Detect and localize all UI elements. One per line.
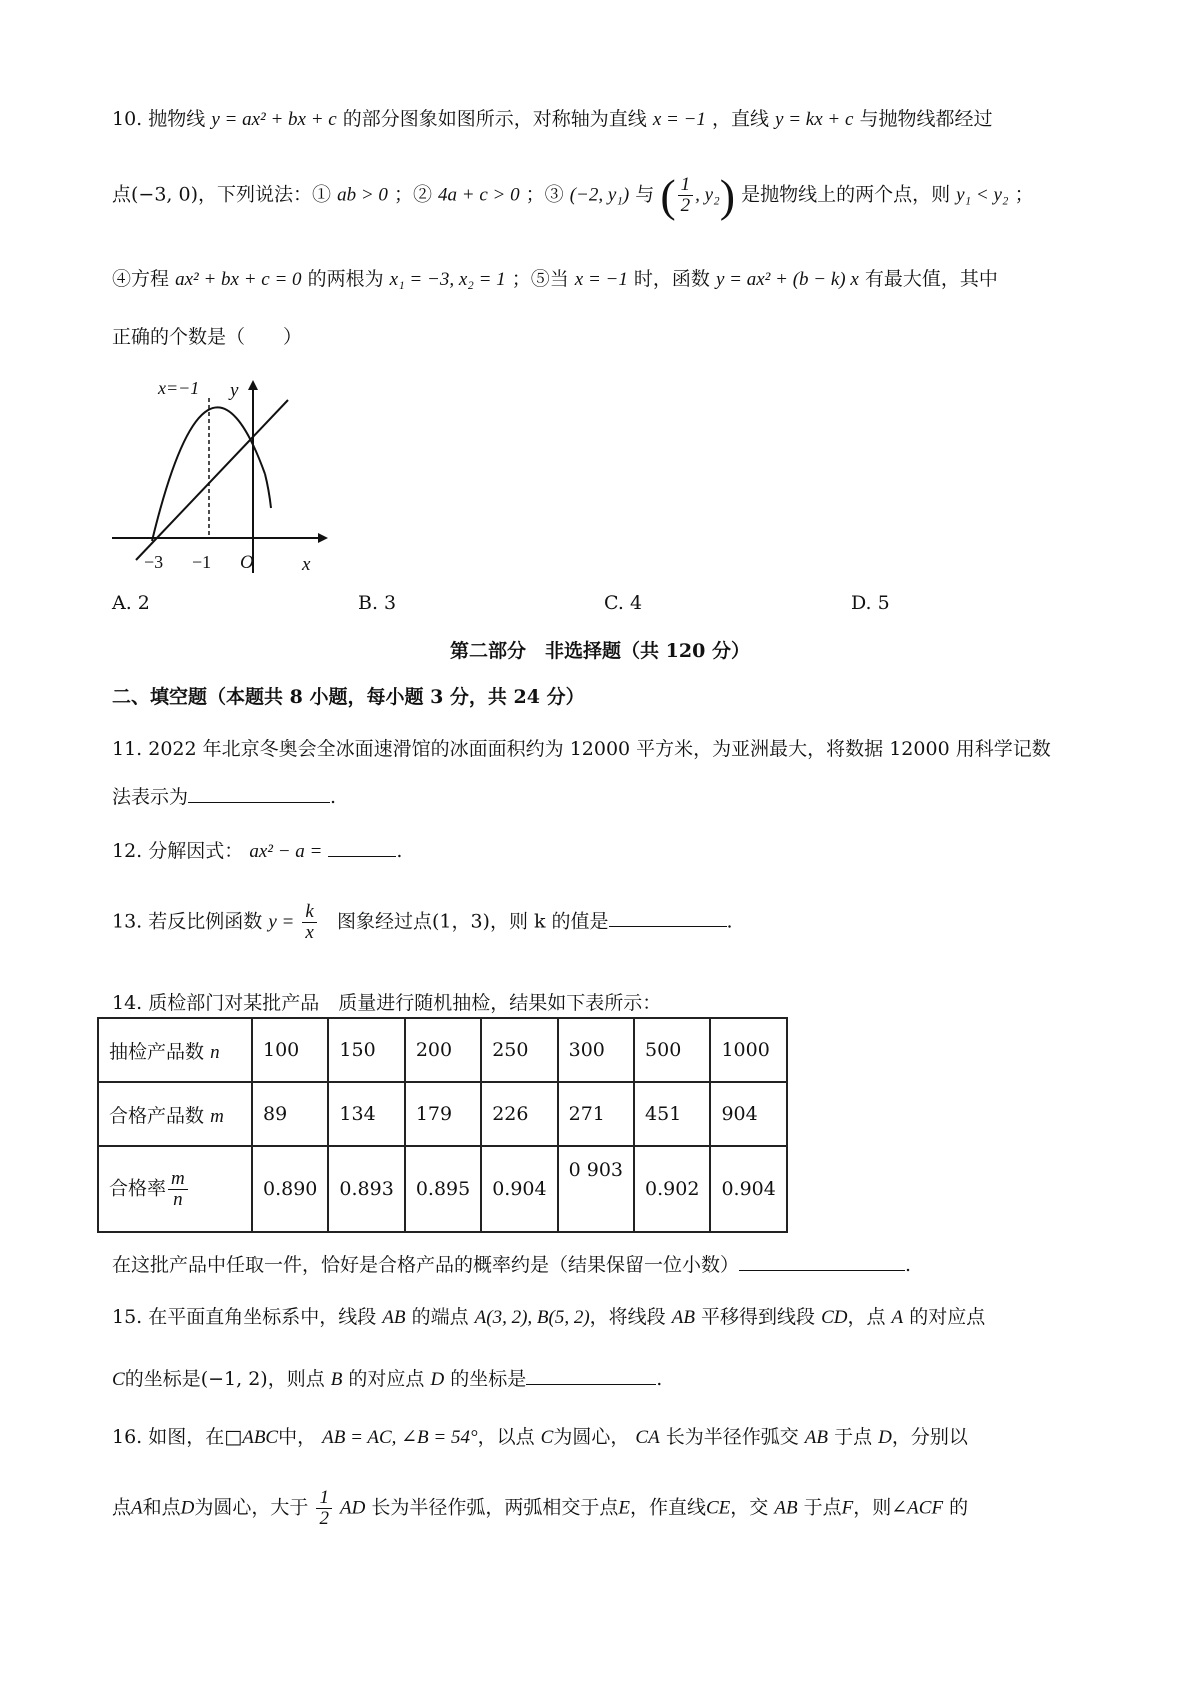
text: 的端点 [411,1306,469,1328]
roots: x₁ = −3, x₂ = 1 [389,269,506,290]
text: ，将线段 [589,1306,666,1328]
point-1: (−2, y₁) [569,184,630,206]
axis-label: x=−1 [158,378,200,398]
table-cell: 0 903 [558,1146,634,1232]
x-axis-arrow [318,533,328,543]
segment: AB [671,1307,695,1328]
text: 为圆心， [553,1426,630,1448]
point-2-y: , y₂ [695,184,720,206]
q15-line1 [112,1306,985,1330]
numerator: 1 [316,1488,332,1509]
text: 的坐标是(−1, 2)，则点 [124,1368,325,1390]
table-cell: 89 [252,1082,328,1146]
q16-line1 [112,1426,968,1450]
text: 的对应点 [909,1306,986,1328]
x-value: x = −1 [574,269,628,290]
q10-line1 [112,108,992,132]
numerator: 1 [678,175,694,196]
point: E [618,1497,630,1519]
x-label: x [302,554,311,575]
fraction-k-over-x [302,902,316,943]
tick-neg1: −1 [192,552,212,572]
segment: AB [382,1307,406,1328]
text: 时，函数 [633,268,710,290]
table-cell: 0.890 [252,1146,328,1232]
quality-table [97,1017,788,1233]
text: 点 [112,1496,132,1519]
text: 的部分图象如图所示，对称轴为直线 [342,108,647,130]
text: 法表示为 [112,786,189,808]
text: 15. 在平面直角坐标系中，线段 [112,1306,377,1328]
text: 是抛物线上的两个点，则 [741,183,951,206]
text: ，则 [853,1496,892,1519]
triangle: ABC [242,1427,279,1448]
fraction-m-over-n [168,1169,188,1210]
numerator: k [302,902,316,923]
point: D [430,1369,445,1390]
table-cell: 0.895 [405,1146,481,1232]
text: 12. 分解因式： [112,840,244,862]
table-cell: 179 [405,1082,481,1146]
table-cell: 0.902 [634,1146,710,1232]
text: 合格率 [109,1177,167,1199]
table-cell: 134 [328,1082,404,1146]
point: A [891,1307,904,1328]
q12: 12. 分解因式： ax² − a = . [112,840,403,862]
text: ；② [393,183,432,206]
table-cell: 226 [481,1082,557,1146]
q11-line2: 法表示为 . [112,786,337,808]
table-cell: 250 [481,1018,557,1082]
part2-title: 第二部分 非选择题（共 120 分） [450,640,750,662]
denominator: 2 [319,1507,329,1529]
text: 在这批产品中任取一件，恰好是合格产品的概率约是（结果保留一位小数） [112,1254,740,1276]
fraction-half [678,175,694,216]
text: 有最大值，其中 [864,268,998,290]
table-cell: 0.893 [328,1146,404,1232]
text: 平移得到线段 [701,1306,816,1328]
segment: AB [774,1497,798,1519]
text: ，直线 [711,108,769,130]
text: ，点 [847,1306,886,1328]
option-d[interactable]: D. 5 [851,592,890,614]
table-cell: 451 [634,1082,710,1146]
q10-line4: 正确的个数是（ ） [112,326,303,348]
option-c[interactable]: C. 4 [604,592,643,614]
point: F [841,1497,854,1519]
text: ；③ [525,183,564,206]
segment: CD [821,1307,848,1328]
table-row [98,1082,787,1146]
answer-blank[interactable] [739,1252,905,1271]
origin-label: O [240,552,254,573]
q10-line2 [112,168,1034,223]
q16-line2 [112,1488,968,1529]
parabola-equation: y = ax² + bx + c [211,109,337,130]
point: D [878,1427,892,1448]
text: 的 [949,1496,969,1519]
axis-of-symmetry: x = −1 [652,109,706,130]
q14-intro: 14. 质检部门对某批产品 质量进行随机抽检，结果如下表所示： [112,992,662,1014]
point: C [112,1369,125,1390]
expression: ax² − a = [249,841,323,862]
table-cell: 500 [634,1018,710,1082]
table-cell: 1000 [710,1018,786,1082]
text: 抽检产品数 [109,1040,205,1063]
text: 点(−3, 0)，下列说法：① [112,183,332,206]
q13: 13. 若反比例函数 y = $\frac{k}{x}$ 图象经过点(1，3)，则 k 的值是 . [112,901,733,943]
line-equation: y = kx + c [775,109,854,130]
text: 合格产品数 [109,1104,205,1127]
text: 为圆心，大于 [194,1496,309,1519]
row-label [98,1082,252,1146]
point: D [180,1497,195,1519]
text: ；⑤当 [511,268,569,290]
statement-3: y₁ < y₂ [956,184,1009,206]
table-cell: 0.904 [481,1146,557,1232]
denominator: 2 [680,195,691,217]
line: CE [706,1497,731,1519]
q14-after: 在这批产品中任取一件，恰好是合格产品的概率约是（结果保留一位小数） . [112,1254,912,1276]
right-paren: ) [719,170,736,221]
answer-blank[interactable] [328,838,396,857]
table-cell: 150 [328,1018,404,1082]
q10-line3 [112,268,998,292]
answer-blank[interactable] [526,1366,656,1385]
text: 的两根为 [307,268,384,290]
text: 的对应点 [348,1368,425,1390]
point: B [330,1369,343,1390]
text: 与 [635,183,655,206]
denominator: n [173,1188,183,1210]
numerator: m [168,1169,188,1190]
quadratic-equation: ax² + bx + c = 0 [175,269,302,290]
answer-blank[interactable] [188,784,330,803]
endpoints: A(3, 2), B(5, 2) [474,1307,590,1328]
table-cell: 271 [558,1082,634,1146]
text: ，作直线 [629,1496,706,1519]
left-paren: ( [660,170,676,221]
parabola-figure [112,378,332,578]
table-cell: 0.904 [710,1146,786,1232]
tick-neg3: −3 [144,552,164,572]
condition: AB = AC, ∠B = 54° [322,1427,478,1448]
variable: m [210,1105,224,1127]
q11-line1: 11. 2022 年北京冬奥会全冰面速滑馆的冰面面积约为 12000 平方米，为亚洲最大，将数据 12000 用科学记数 [112,738,1051,760]
fraction-half [316,1488,332,1529]
point: C [540,1427,554,1448]
function-y: y = [268,911,295,933]
row-label [98,1146,252,1232]
parabola-tail [265,474,271,508]
text: ； [1014,183,1034,206]
y-axis-arrow [248,380,258,390]
text: 于点 [803,1496,842,1519]
text: ，分别以 [891,1426,968,1448]
angle: ∠ACF [891,1497,944,1519]
segment: CA [635,1427,660,1448]
option-a[interactable]: A. 2 [112,592,150,614]
table-row [98,1018,787,1082]
q10-number: 10. 抛物线 [112,108,206,130]
denominator: x [305,921,314,943]
text: 的坐标是 [450,1368,527,1390]
straight-line [136,400,288,560]
table-cell: 200 [405,1018,481,1082]
function-expression: y = ax² + (b − k) x [715,269,859,290]
text: 于点 [834,1426,873,1448]
text: ，以点 [477,1426,535,1448]
text: 长为半径作弧交 [665,1426,799,1448]
segment: AD [339,1497,366,1519]
statement-1: ab > 0 [337,184,388,206]
table-cell: 904 [710,1082,786,1146]
text: 13. 若反比例函数 [112,910,263,933]
text: 与抛物线都经过 [859,108,993,130]
segment: AB [804,1427,829,1448]
variable: n [210,1041,220,1063]
y-label: y [230,380,239,401]
text: 和点 [142,1496,181,1519]
row-label [98,1018,252,1082]
statement-2: 4a + c > 0 [438,184,520,206]
text: 16. 如图，在□ [112,1426,243,1448]
table-row [98,1146,787,1232]
option-b[interactable]: B. 3 [358,592,397,614]
table-cell: 300 [558,1018,634,1082]
answer-blank[interactable] [609,908,727,927]
text: ，交 [730,1496,769,1519]
text: 长为半径作弧，两弧相交于点 [371,1496,619,1519]
point: A [131,1497,143,1519]
table-cell: 100 [252,1018,328,1082]
text: 图象经过点(1，3)，则 k 的值是 [336,910,609,933]
text: 中， [278,1426,317,1448]
q15-line2: C的坐标是(−1, 2)，则点 B 的对应点 D 的坐标是 . [112,1368,663,1390]
section2-title: 二、填空题（本题共 8 小题，每小题 3 分，共 24 分） [112,686,585,708]
text: ④方程 [112,268,170,290]
